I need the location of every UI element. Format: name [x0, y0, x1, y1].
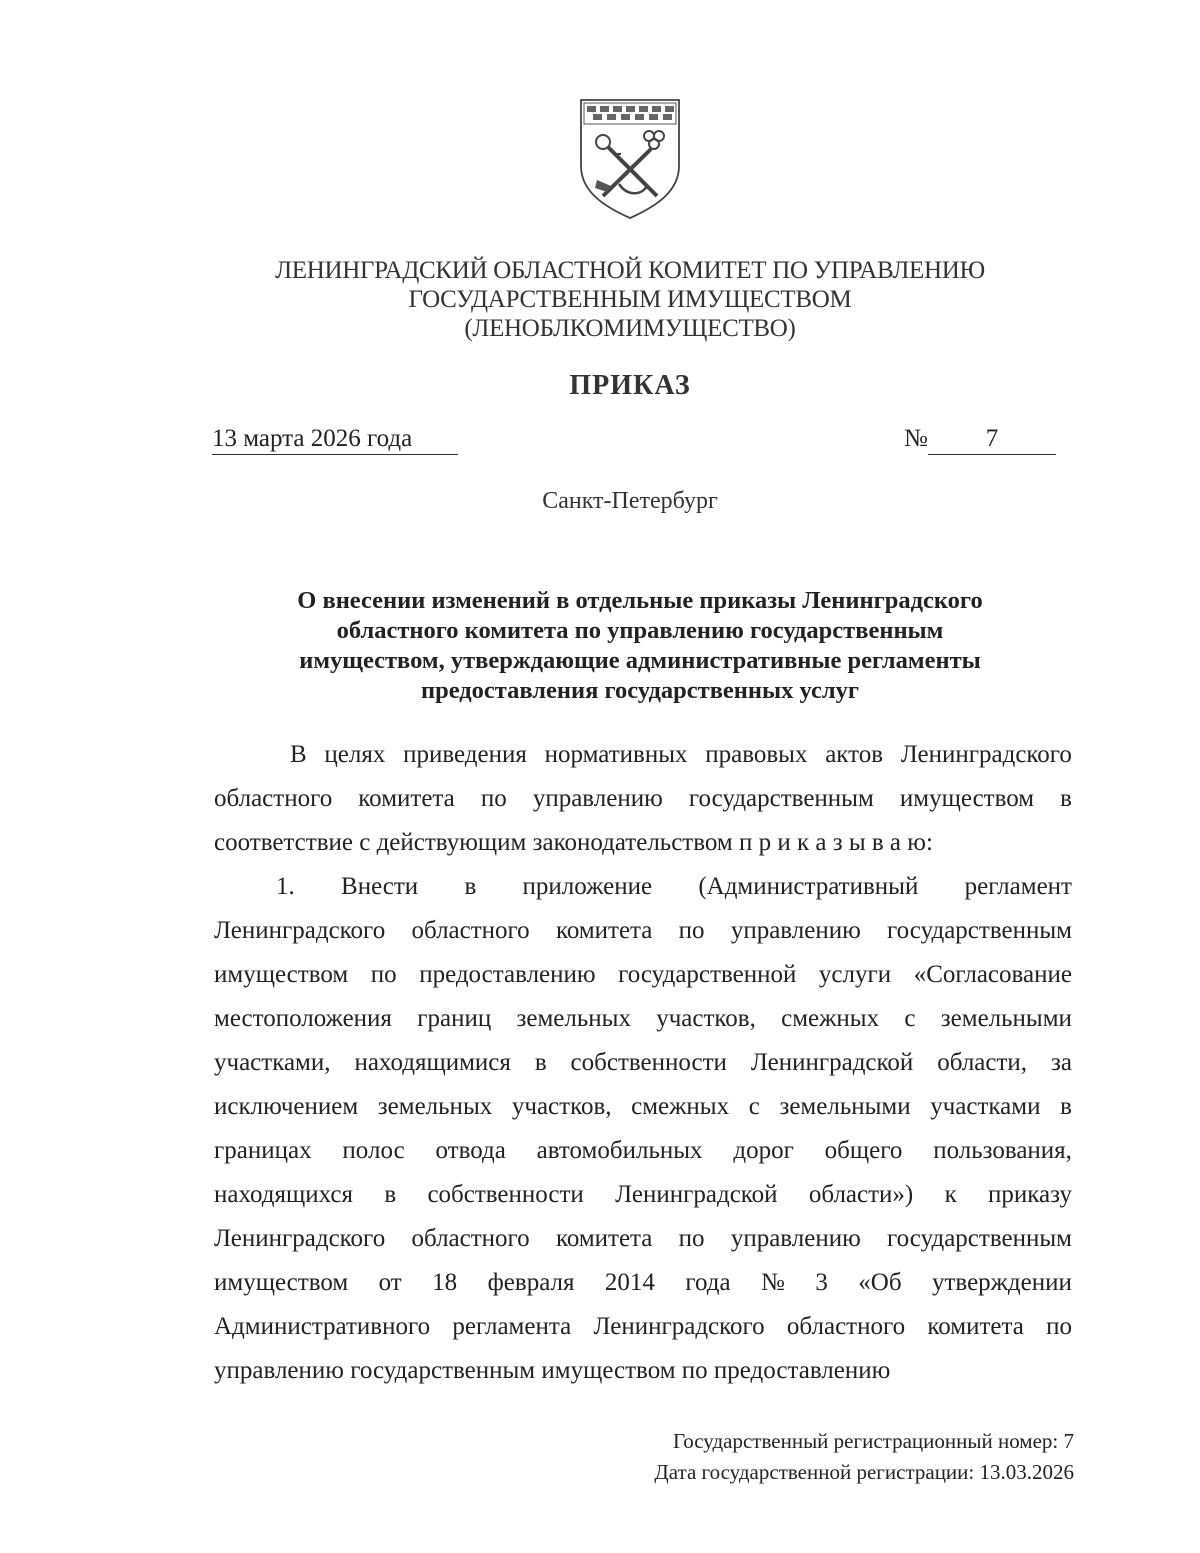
body-line: областного комитета по управлению государственным имуществом в — [214, 785, 1072, 812]
document-date: 13 марта 2026 года — [212, 424, 458, 455]
body-line: 1. Внести в приложение (Административный регламент — [276, 873, 1072, 900]
body-line: исключением земельных участков, смежных с земельными участками в — [214, 1093, 1072, 1120]
body-line: находящихся в собственности Ленинградской области») к приказу — [214, 1181, 1072, 1208]
body-line: соответствие с действующим законодательством п р и к а з ы в а ю: — [214, 829, 933, 856]
body-line: Ленинградского областного комитета по управлению государственным — [214, 1225, 1072, 1252]
body-line: участками, находящимися в собственности Ленинградской области, за — [214, 1049, 1072, 1076]
title-line-1: О внесении изменений в отдельные приказы Ленинградского — [297, 587, 983, 614]
body-line: управлению государственным имуществом по предоставлению — [214, 1357, 891, 1384]
title-line-3: имуществом, утверждающие административные регламенты — [299, 647, 981, 674]
body-line: Административного регламента Ленинградского областного комитета по — [214, 1313, 1072, 1340]
body-line: В целях приведения нормативных правовых актов Ленинградского — [290, 741, 1072, 768]
document-body — [214, 733, 1072, 1393]
registration-date: Дата государственной регистрации: 13.03.2026 — [654, 1460, 1074, 1484]
body-line: имуществом от 18 февраля 2014 года № 3 «Об утверждении — [214, 1269, 1072, 1296]
title-line-2: областного комитета по управлению государственным — [336, 617, 944, 644]
org-line-3: (ЛЕНОБЛКОМИМУЩЕСТВО) — [464, 315, 796, 342]
body-line: местоположения границ земельных участков, смежных с земельными — [214, 1005, 1072, 1032]
registration-footer — [654, 1426, 1074, 1488]
body-line: имуществом по предоставлению государственной услуги «Согласование — [214, 961, 1072, 988]
organization-name — [200, 256, 1060, 343]
city: Санкт-Петербург — [542, 488, 718, 514]
org-line-1: ЛЕНИНГРАДСКИЙ ОБЛАСТНОЙ КОМИТЕТ ПО УПРАВЛЕНИЮ — [275, 257, 985, 284]
registration-number: Государственный регистрационный номер: 7 — [672, 1429, 1074, 1453]
body-line: Ленинградского областного комитета по управлению государственным — [214, 917, 1072, 944]
coat-of-arms-emblem — [577, 96, 683, 220]
document-number: 7 — [928, 424, 1056, 455]
body-line: границах полос отвода автомобильных дорог общего пользования, — [214, 1137, 1072, 1164]
org-line-2: ГОСУДАРСТВЕННЫМ ИМУЩЕСТВОМ — [408, 286, 852, 313]
number-label: № — [904, 425, 928, 452]
document-type: ПРИКАЗ — [569, 370, 691, 401]
document-title — [220, 586, 1060, 706]
title-line-4: предоставления государственных услуг — [420, 677, 860, 704]
